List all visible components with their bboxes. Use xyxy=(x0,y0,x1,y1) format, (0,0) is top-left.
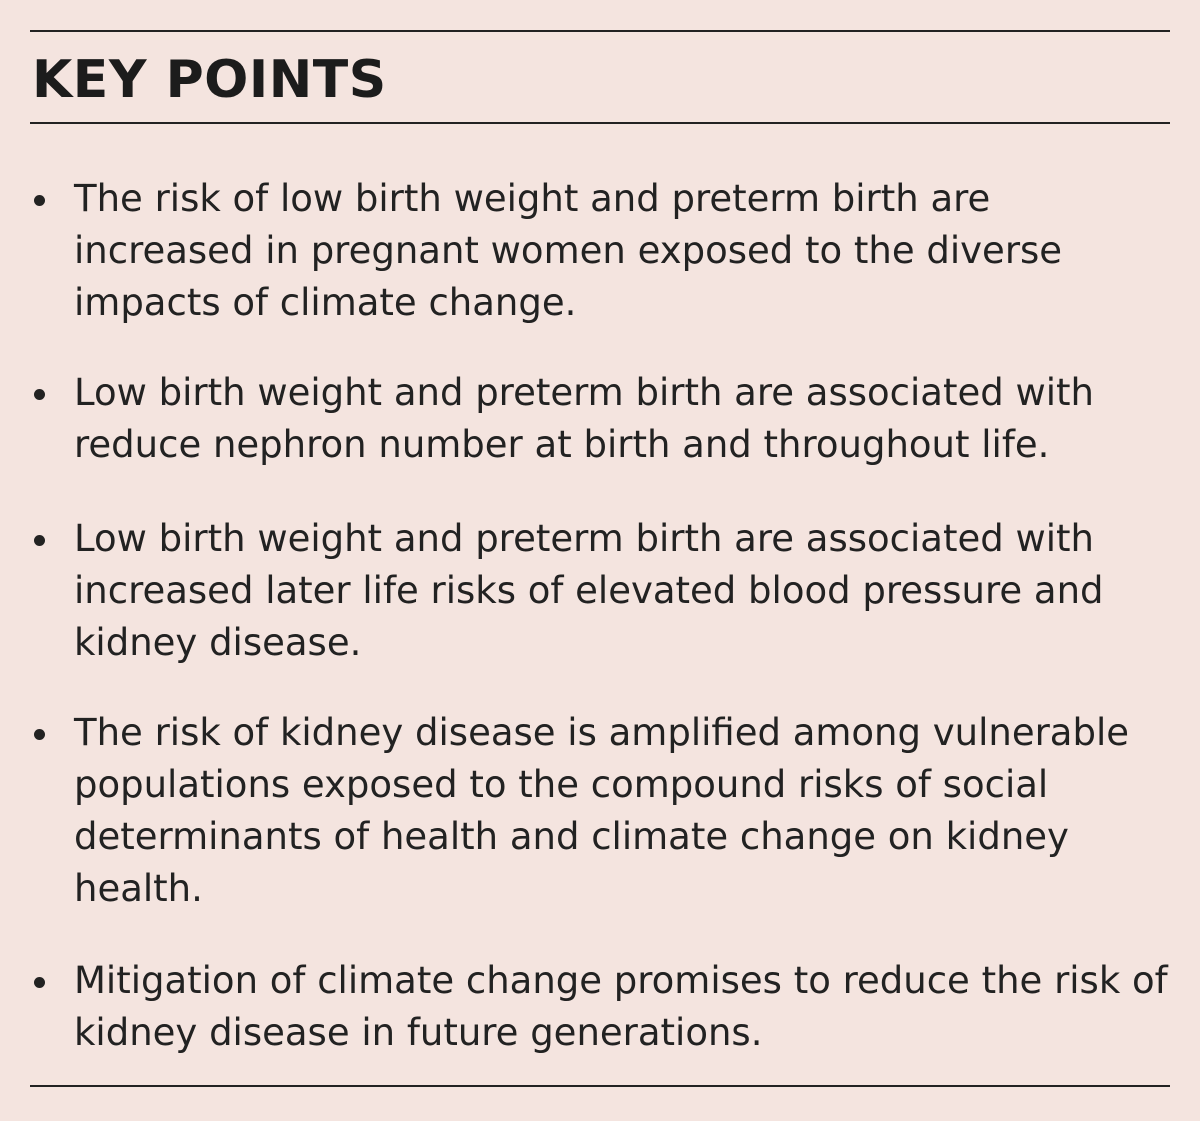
bullet-icon xyxy=(34,977,45,988)
top-rule xyxy=(30,30,1170,32)
key-points-box xyxy=(30,30,1170,1088)
key-point-text: Low birth weight and preterm birth are associated with reduce nephron number at birth and throughout life. xyxy=(74,371,1094,466)
key-point-item xyxy=(30,173,1170,329)
key-point-text: Low birth weight and preterm birth are associated with increased later life risks of elevated blood pressure and kidney disease. xyxy=(74,517,1104,664)
bullet-icon xyxy=(34,535,45,546)
title-divider xyxy=(30,122,1170,124)
bottom-rule xyxy=(30,1085,1170,1087)
key-points-list xyxy=(30,173,1170,1097)
key-point-text: The risk of kidney disease is amplified among vulnerable populations exposed to the compound risks of social determinants of health and climate change on kidney health. xyxy=(74,711,1130,910)
bullet-icon xyxy=(34,729,45,740)
key-point-text: Mitigation of climate change promises to reduce the risk of kidney disease in future generations. xyxy=(74,959,1168,1054)
key-point-item xyxy=(30,513,1170,669)
key-point-item xyxy=(30,367,1170,471)
bullet-icon xyxy=(34,195,45,206)
key-point-item xyxy=(30,707,1170,915)
key-point-text: The risk of low birth weight and preterm birth are increased in pregnant women exposed to the diverse impacts of climate change. xyxy=(74,177,1063,324)
key-points-title: KEY POINTS xyxy=(32,50,387,110)
key-point-item xyxy=(30,955,1170,1059)
bullet-icon xyxy=(34,389,45,400)
